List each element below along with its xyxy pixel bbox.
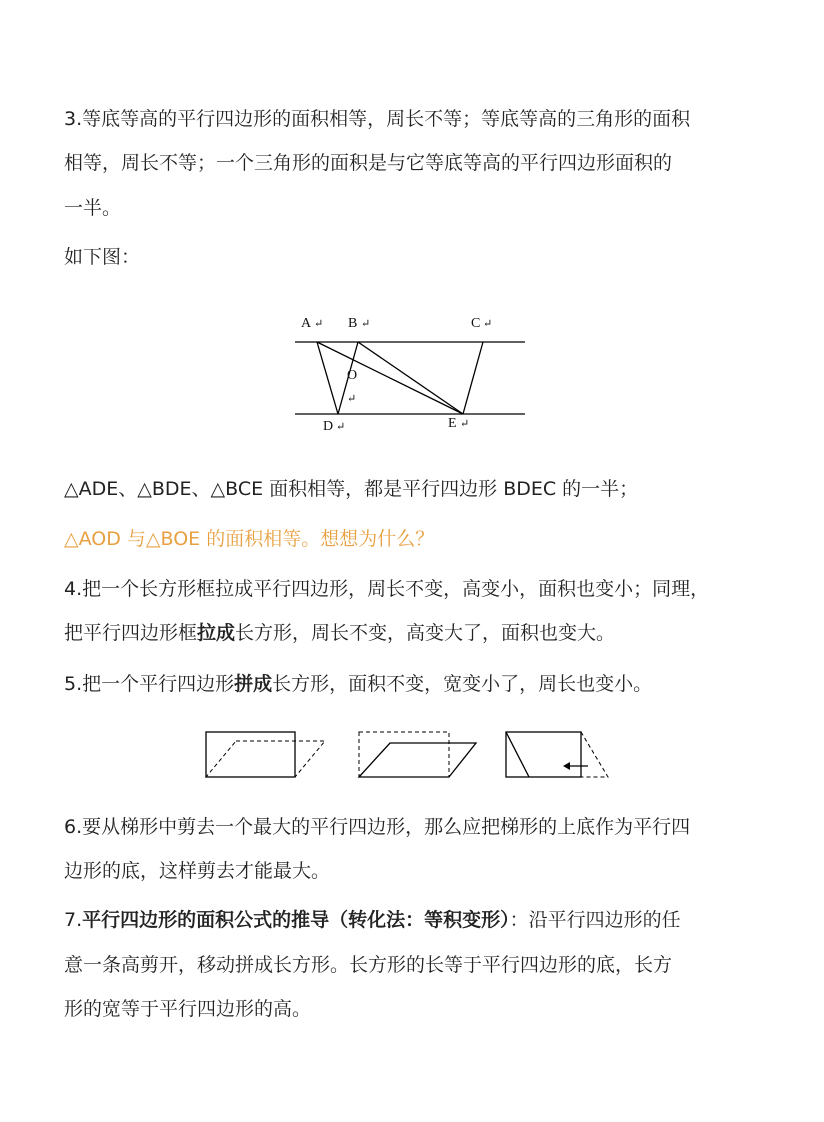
segment-ad [317, 342, 338, 414]
rectangle-b-dashed [359, 732, 449, 777]
label-d: D [323, 419, 334, 434]
label-b: B [348, 316, 358, 331]
para3-line1: 3.等底等高的平行四边形的面积相等，周长不等；等底等高的三角形的面积 [64, 108, 691, 130]
return-mark-o: ↵ [347, 393, 357, 405]
return-mark-d: ↵ [336, 421, 346, 433]
para7-line2: 意一条高剪开，移动拼成长方形。长方形的长等于平行四边形的底，长方 [64, 954, 673, 976]
para4-line1: 4.把一个长方形框拉成平行四边形，周长不变，高变小，面积也变小；同理， [64, 578, 710, 600]
para7-line1 [64, 907, 681, 933]
label-o: O [347, 368, 358, 383]
para7-num: 7. [64, 909, 83, 931]
triangle-area-diagram [290, 308, 535, 436]
label-e: E [448, 416, 457, 431]
para7-line1-post: ：沿平行四边形的任 [509, 909, 681, 931]
para4-line2-post: 长方形，周长不变，高变大了，面积也变大。 [235, 622, 616, 644]
parallelogram-b [359, 743, 476, 777]
return-mark-c: ↵ [483, 318, 493, 330]
para6-line2: 边形的底，这样剪去才能最大。 [64, 860, 331, 882]
segment-ae [317, 342, 463, 414]
para7-line3: 形的宽等于平行四边形的高。 [64, 998, 312, 1020]
return-mark-a: ↵ [314, 318, 324, 330]
figure-a [206, 732, 325, 777]
figure-intro: 如下图： [64, 246, 141, 268]
para3-line3: 一半。 [64, 197, 122, 219]
cut-line-c [506, 732, 529, 777]
figure-c [506, 732, 608, 777]
para5 [64, 671, 652, 697]
segment-ce [463, 342, 483, 414]
para5-bold: 拼成 [234, 673, 273, 695]
para3-line2: 相等，周长不等；一个三角形的面积是与它等底等高的平行四边形面积的 [64, 152, 673, 174]
para4-line2-bold: 拉成 [197, 622, 236, 644]
para4-line2-pre: 把平行四边形框 [64, 622, 198, 644]
label-a: A [301, 316, 312, 331]
arrow-left-icon [563, 762, 570, 770]
para6-line1: 6.要从梯形中剪去一个最大的平行四边形，那么应把梯形的上底作为平行四 [64, 816, 691, 838]
rectangle-a [206, 732, 295, 777]
return-mark-e: ↵ [460, 418, 470, 430]
parallelogram-a-dashed [206, 741, 325, 777]
return-mark-b: ↵ [361, 318, 371, 330]
para7-bold: 平行四边形的面积公式的推导（转化法：等积变形） [82, 909, 510, 931]
note-triangles-equal: △ADE、△BDE、△BCE 面积相等，都是平行四边形 BDEC 的一半； [64, 478, 639, 500]
note-aod-boe: △AOD 与△BOE 的面积相等。想想为什么？ [64, 528, 435, 550]
moved-triangle-dashed [581, 732, 608, 777]
segment-be [358, 342, 463, 414]
para5-pre: 5.把一个平行四边形 [64, 673, 235, 695]
para4-line2 [64, 620, 615, 646]
label-c: C [471, 316, 481, 331]
para5-post: 长方形，面积不变，宽变小了，周长也变小。 [272, 673, 653, 695]
figure-b [359, 732, 476, 777]
parallelogram-to-rectangle-diagram [200, 726, 620, 786]
